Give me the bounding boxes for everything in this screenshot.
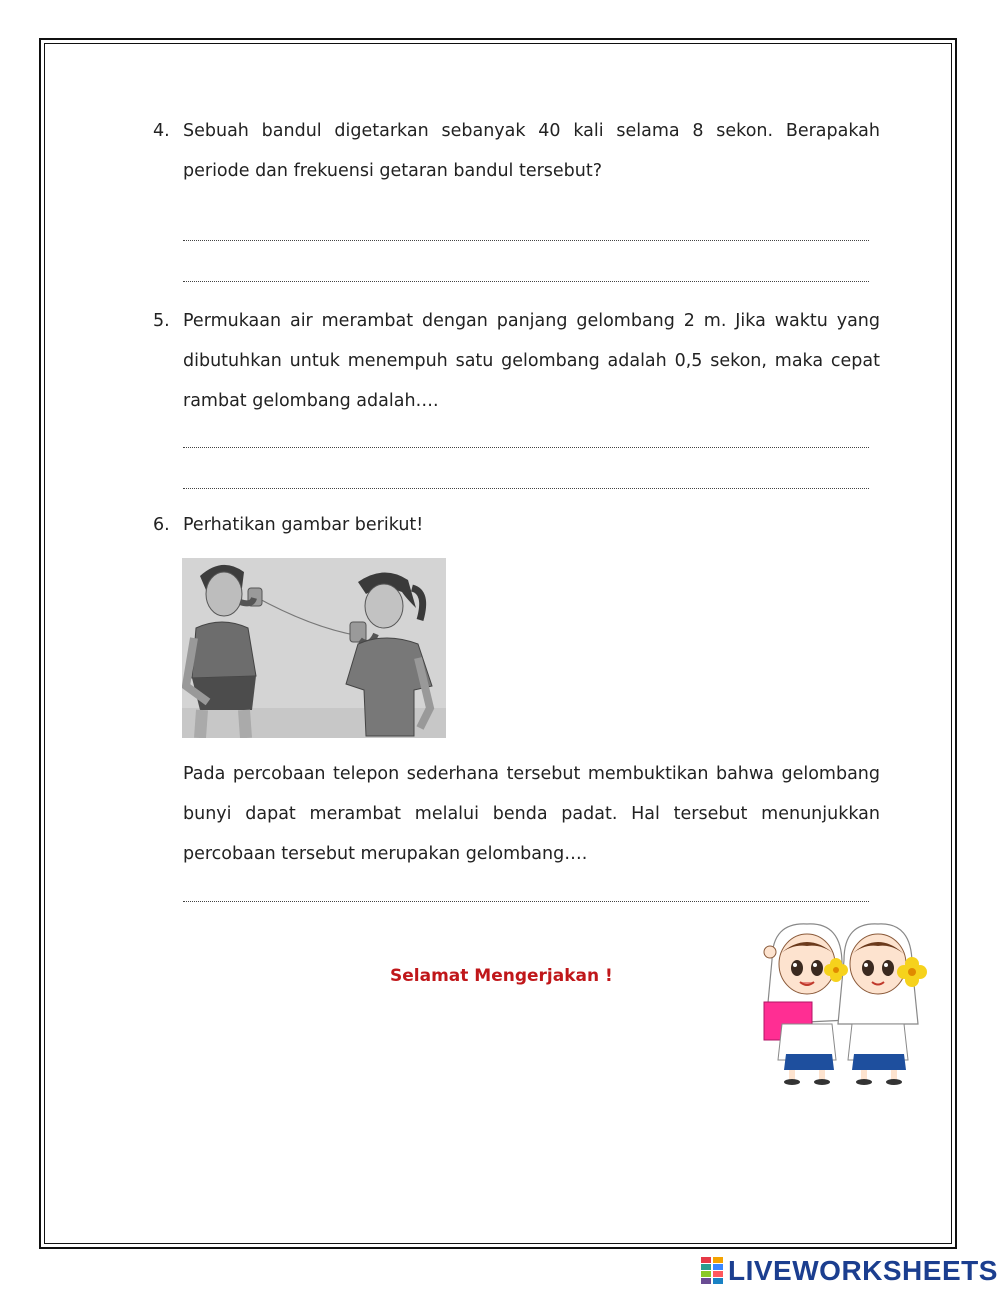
answer-line[interactable] — [183, 240, 869, 241]
question-text: Perhatikan gambar berikut! — [183, 515, 424, 535]
question-5 — [153, 301, 880, 421]
answer-line[interactable] — [183, 447, 869, 448]
closing-message: Selamat Mengerjakan ! — [390, 966, 613, 986]
brand-name: LIVEWORKSHEETS — [728, 1255, 998, 1286]
logo-blocks-icon — [700, 1256, 724, 1286]
question-number: 6. — [153, 515, 170, 535]
question-4 — [153, 111, 880, 191]
question-number: 5. — [153, 311, 170, 331]
question-6 — [153, 505, 880, 545]
tin-can-telephone-photo — [182, 558, 446, 738]
answer-line[interactable] — [183, 488, 869, 489]
question-number: 4. — [153, 121, 170, 141]
cartoon-girls-illustration — [752, 920, 927, 1085]
answer-line[interactable] — [183, 281, 869, 282]
answer-line[interactable] — [183, 901, 869, 902]
liveworksheets-logo — [700, 1255, 998, 1287]
question-text: Sebuah bandul digetarkan sebanyak 40 kali selama 8 sekon. Berapakah periode dan frekuensi getaran bandul tersebut? — [183, 121, 880, 181]
question-text: Permukaan air merambat dengan panjang gelombang 2 m. Jika waktu yang dibutuhkan untuk menempuh satu gelombang adalah 0,5 sekon, maka cepat rambat gelombang adalah…. — [183, 311, 880, 411]
question-6-paragraph: Pada percobaan telepon sederhana tersebut membuktikan bahwa gelombang bunyi dapat merambat melalui benda padat. Hal tersebut menunjukkan percobaan tersebut merupakan gelombang…. — [183, 764, 880, 864]
